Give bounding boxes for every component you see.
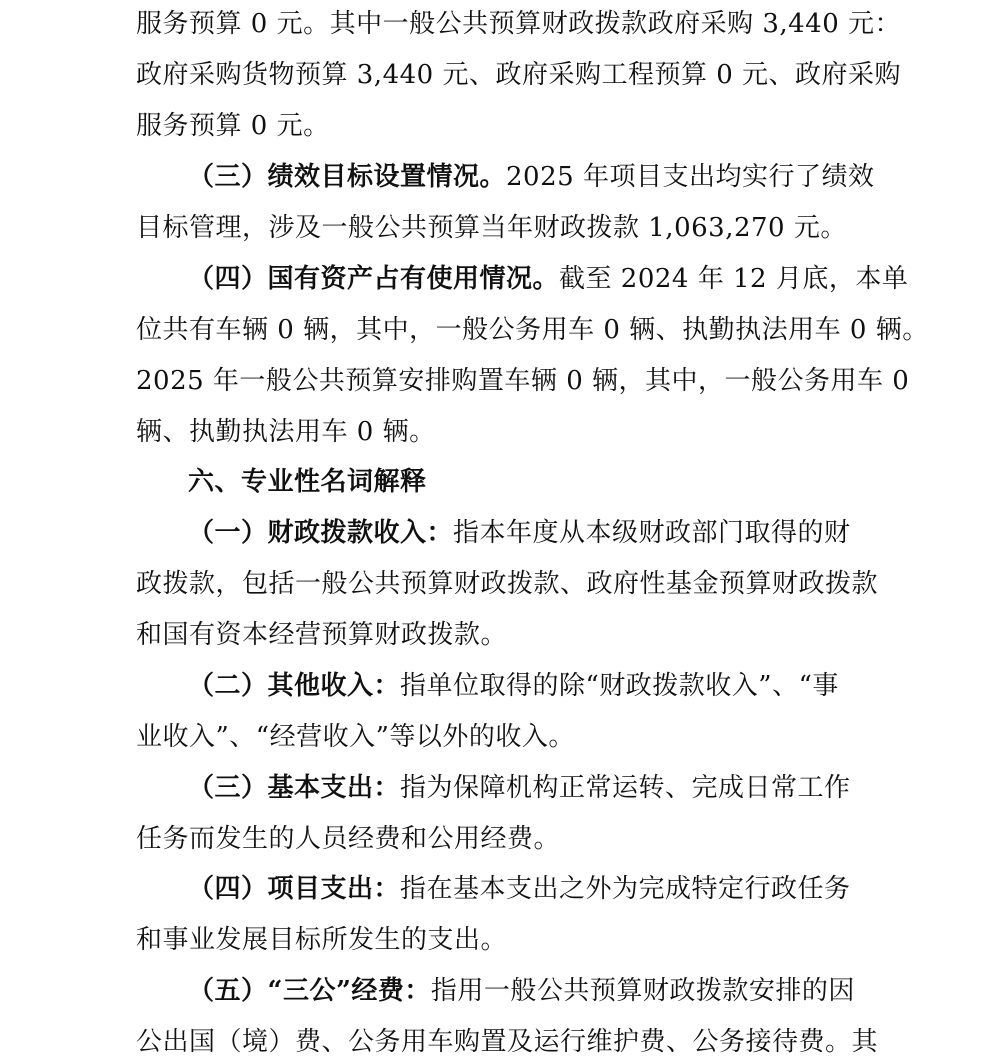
text-line: 服务预算 0 元。	[136, 111, 330, 141]
text-line: 辆、执勤执法用车 0 辆。	[136, 417, 436, 447]
text-line: 2025 年一般公共预算安排购置车辆 0 辆，其中，一般公务用车 0	[136, 366, 910, 396]
paragraph-project-expenditure	[188, 871, 851, 907]
paragraph-text: 指用一般公共预算财政拨款安排的因	[430, 976, 855, 1006]
section-heading: 六、专业性名词解释	[188, 467, 427, 497]
paragraph-text: 指单位取得的除“财政拨款收入”、“事	[400, 671, 839, 701]
text-line: 位共有车辆 0 辆，其中，一般公务用车 0 辆、执勤执法用车 0 辆。	[136, 315, 929, 345]
paragraph-lead: （一）财政拨款收入：	[188, 518, 454, 548]
text-line: 政拨款，包括一般公共预算财政拨款、政府性基金预算财政拨款	[136, 569, 879, 599]
paragraph-lead: （四）国有资产占有使用情况。	[188, 264, 560, 294]
paragraph-lead: （二）其他收入：	[188, 671, 401, 701]
paragraph-three-public-expenses	[188, 973, 855, 1009]
text-line: 政府采购货物预算 3,440 元、政府采购工程预算 0 元、政府采购	[136, 60, 902, 90]
paragraph-lead: （五）“三公”经费：	[188, 976, 431, 1006]
paragraph-basic-expenditure	[188, 770, 851, 806]
text-line: 目标管理，涉及一般公共预算当年财政拨款 1,063,270 元。	[136, 213, 847, 243]
paragraph-lead: （四）项目支出：	[188, 874, 401, 904]
paragraph-state-assets	[188, 261, 908, 297]
text-line: 和国有资本经营预算财政拨款。	[136, 620, 508, 650]
paragraph-text: 指在基本支出之外为完成特定行政任务	[400, 874, 851, 904]
paragraph-fiscal-appropriation-income	[188, 515, 851, 551]
text-line: 服务预算 0 元。其中一般公共预算财政拨款政府采购 3,440 元：	[136, 9, 902, 39]
paragraph-text: 指本年度从本级财政部门取得的财	[453, 518, 851, 548]
paragraph-text: 指为保障机构正常运转、完成日常工作	[400, 773, 851, 803]
paragraph-lead: （三）绩效目标设置情况。	[188, 162, 507, 192]
paragraph-text: 2025 年项目支出均实行了绩效	[506, 162, 875, 192]
text-line: 公出国（境）费、公务用车购置及运行维护费、公务接待费。其	[136, 1027, 879, 1057]
paragraph-lead: （三）基本支出：	[188, 773, 401, 803]
text-line: 和事业发展目标所发生的支出。	[136, 925, 508, 955]
text-line: 业收入”、“经营收入”等以外的收入。	[136, 722, 575, 752]
text-line: 任务而发生的人员经费和公用经费。	[136, 824, 561, 854]
paragraph-other-income	[188, 668, 839, 704]
paragraph-performance-goals	[188, 159, 874, 195]
paragraph-text: 截至 2024 年 12 月底，本单	[559, 264, 909, 294]
